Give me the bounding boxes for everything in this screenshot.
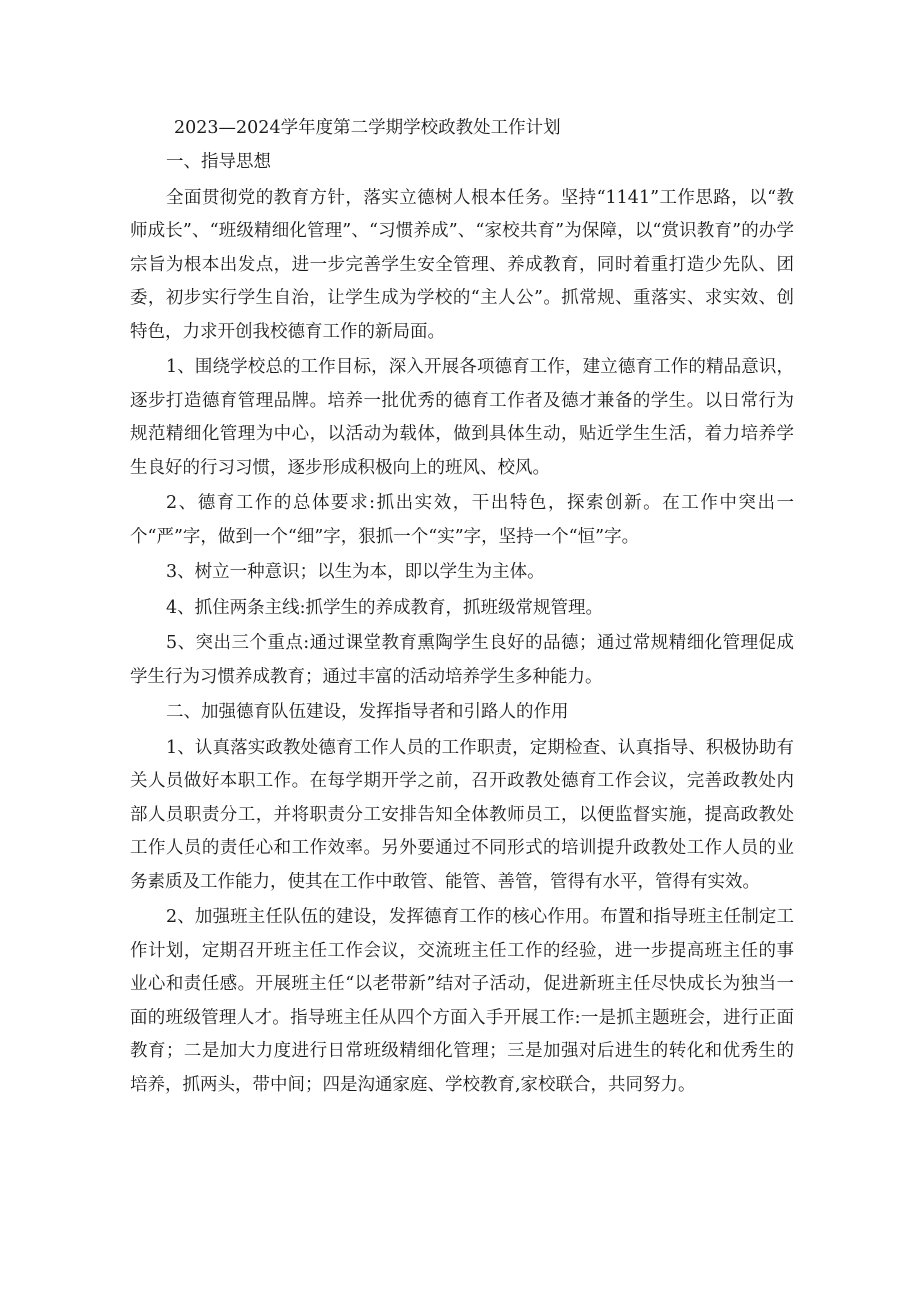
section-heading-team-building: 二、加强德育队伍建设，发挥指导者和引路人的作用 — [166, 702, 569, 722]
document-title: 2023—2024学年度第二学期学校政教处工作计划 — [174, 118, 561, 138]
paragraph-goal: 1、围绕学校总的工作目标，深入开展各项德育工作，建立德育工作的精品意识，逐步打造德育管理品牌。培养一批优秀的德育工作者及德才兼备的学生。以日常行为规范精细化管理为中心，以活动为载体，做到具体生动，贴近学生生活，着力培养学生良好的行习习惯，逐步形成积极向上的班风、校风。 — [130, 357, 794, 478]
paragraph-main-lines: 4、抓住两条主线:抓学生的养成教育，抓班级常规管理。 — [166, 597, 604, 618]
document-body — [130, 110, 794, 1104]
paragraph-head-teachers: 2、加强班主任队伍的建设，发挥德育工作的核心作用。布置和指导班主任制定工作计划，定期召开班主任工作会议，交流班主任工作的经验，进一步提高班主任的事业心和责任感。开展班主任“以老带新”结对子活动，促进新班主任尽快成长为独当一面的班级管理人才。指导班主任从四个方面入手开展工作:一是抓主题班会，进行正面教育；二是加大力度进行日常班级精细化管理；三是加强对后进生的转化和优秀生的培养，抓两头，带中间；四是沟通家庭、学校教育,家校联合，共同努力。 — [130, 907, 794, 1095]
paragraph-overview: 全面贯彻党的教育方针，落实立德树人根本任务。坚持“1141”工作思路，以“教师成长”、“班级精细化管理”、“习惯养成”、“家校共育”为保障，以“赏识教育”的办学宗旨为根本出发点，进一步完善学生安全管理、养成教育，同时着重打造少先队、团委，初步实行学生自治，让学生成为学校的“主人公”。抓常规、重落实、求实效、创特色，力求开创我校德育工作的新局面。 — [130, 187, 794, 342]
section-heading-guiding-ideology: 一、指导思想 — [166, 152, 271, 172]
paragraph-requirements: 2、德育工作的总体要求:抓出实效，干出特色，探索创新。在工作中突出一个“严”字，做到一个“细”字，狠抓一个“实”字，坚持一个“恒”字。 — [130, 493, 794, 547]
paragraph-staff-duties: 1、认真落实政教处德育工作人员的工作职责，定期检查、认真指导、积极协助有关人员做好本职工作。在每学期开学之前，召开政教处德育工作会议，完善政教处内部人员职责分工，并将职责分工安排告知全体教师员工，以便监督实施，提高政教处工作人员的责任心和工作效率。另外要通过不同形式的培训提升政教处工作人员的业务素质及工作能力，使其在工作中敢管、能管、善管，管得有水平，管得有实效。 — [130, 737, 794, 892]
paragraph-key-points: 5、突出三个重点:通过课堂教育熏陶学生良好的品德；通过常规精细化管理促成学生行为习惯养成教育；通过丰富的活动培养学生多种能力。 — [130, 633, 794, 687]
paragraph-awareness: 3、树立一种意识；以生为本，即以学生为主体。 — [166, 562, 545, 582]
